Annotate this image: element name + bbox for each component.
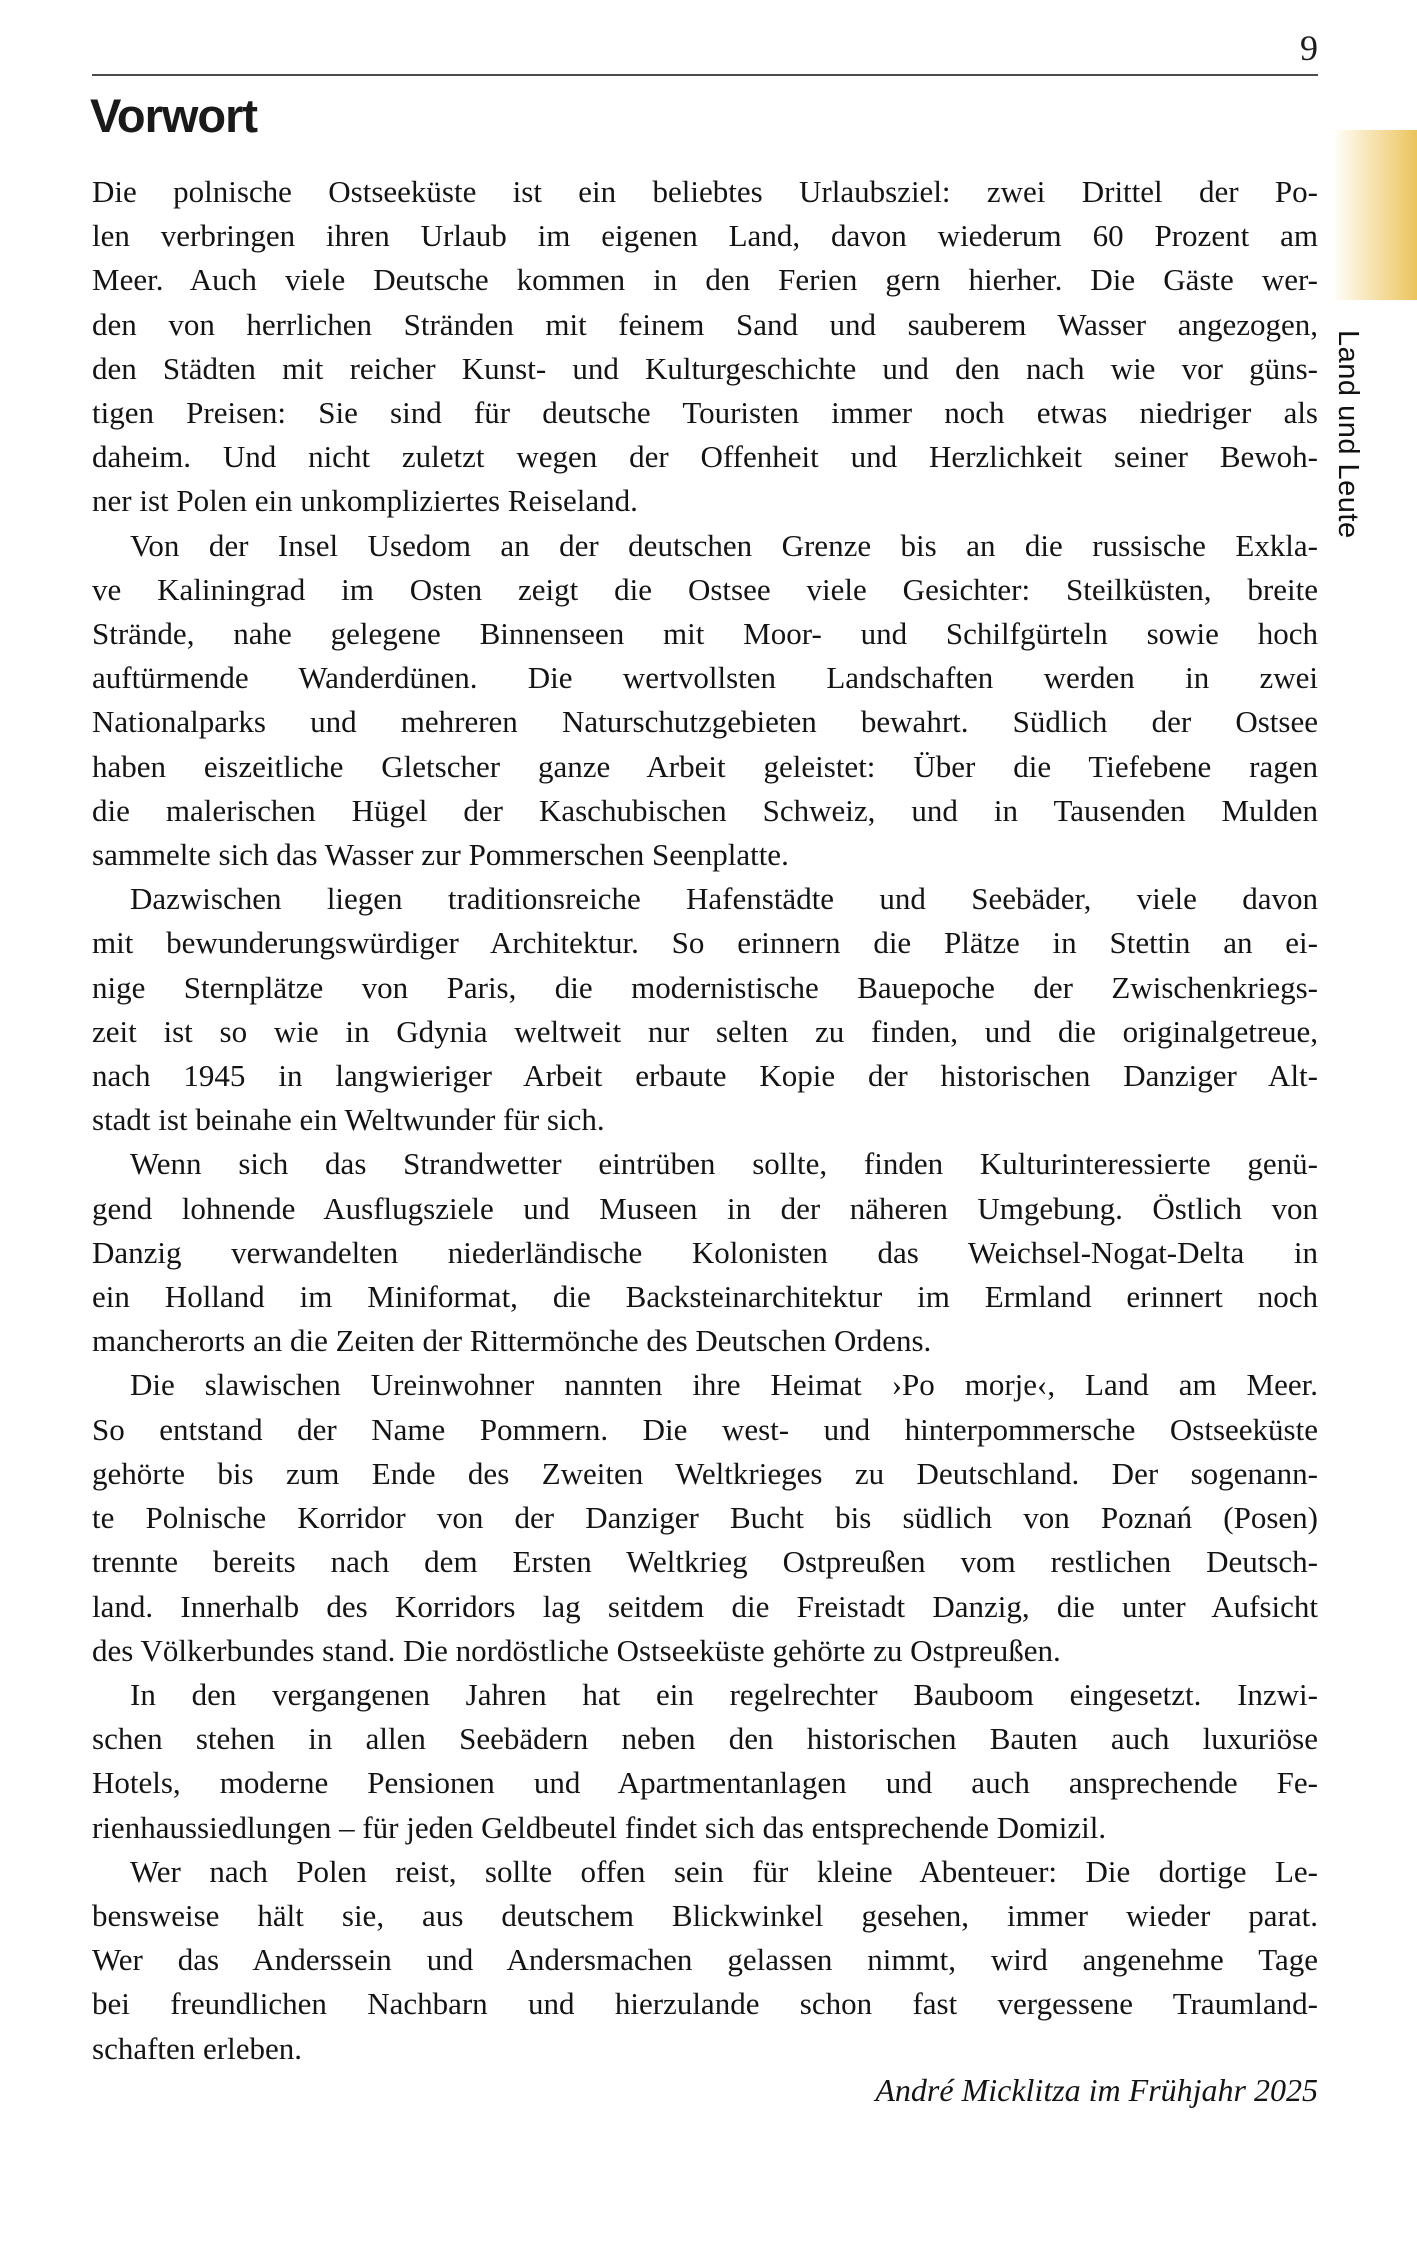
paragraph <box>92 1142 1318 1363</box>
text-line: Wenn sich das Strandwetter eintrüben sollte, finden Kulturinteressierte genü- <box>130 1146 1318 1182</box>
text-line: des Völkerbundes stand. Die nordöstliche Ostseeküste gehörte zu Ostpreußen. <box>92 1632 1061 1668</box>
text-line: Strände, nahe gelegene Binnenseen mit Moor- und Schilfgürteln sowie hoch <box>92 616 1318 652</box>
text-line: mit bewunderungswürdiger Architektur. So erinnern die Plätze in Stettin an ei- <box>92 925 1318 961</box>
text-line: Von der Insel Usedom an der deutschen Grenze bis an die russische Exkla- <box>130 527 1318 563</box>
text-line: Wer das Anderssein und Andersmachen gelassen nimmt, wird angenehme Tage <box>92 1942 1318 1978</box>
text-line: In den vergangenen Jahren hat ein regelrechter Bauboom eingesetzt. Inzwi- <box>130 1676 1318 1712</box>
text-line: tigen Preisen: Sie sind für deutsche Touristen immer noch etwas niedriger als <box>92 395 1318 431</box>
text-line: Danzig verwandelten niederländische Kolonisten das Weichsel-Nogat-Delta in <box>92 1234 1318 1270</box>
text-line: ve Kaliningrad im Osten zeigt die Ostsee viele Gesichter: Steilküsten, breite <box>92 571 1318 607</box>
text-line: ner ist Polen ein unkompliziertes Reiseland. <box>92 483 638 519</box>
text-line: zeit ist so wie in Gdynia weltweit nur selten zu finden, und die originalgetreue, <box>92 1013 1318 1049</box>
text-line: den Städten mit reicher Kunst- und Kulturgeschichte und den nach wie vor güns- <box>92 350 1318 386</box>
text-line: So entstand der Name Pommern. Die west- und hinterpommersche Ostseeküste <box>92 1411 1318 1447</box>
text-line: bensweise hält sie, aus deutschem Blickwinkel gesehen, immer wieder parat. <box>92 1897 1318 1933</box>
text-line: nach 1945 in langwieriger Arbeit erbaute Kopie der historischen Danziger Alt- <box>92 1058 1318 1094</box>
chapter-color-tab <box>1335 130 1417 300</box>
text-line: die malerischen Hügel der Kaschubischen Schweiz, und in Tausenden Mulden <box>92 792 1318 828</box>
text-line: Dazwischen liegen traditionsreiche Hafenstädte und Seebäder, viele davon <box>130 881 1318 917</box>
header-rule <box>92 74 1318 76</box>
text-line: bei freundlichen Nachbarn und hierzulande schon fast vergessene Traumland- <box>92 1986 1318 2022</box>
text-line: Wer nach Polen reist, sollte offen sein für kleine Abenteuer: Die dortige Le- <box>130 1853 1318 1889</box>
text-line: ein Holland im Miniformat, die Backsteinarchitektur im Ermland erinnert noch <box>92 1279 1318 1315</box>
chapter-tab-label: Land und Leute <box>1332 330 1364 539</box>
paragraph <box>92 1673 1318 1850</box>
text-line: len verbringen ihren Urlaub im eigenen Land, davon wiederum 60 Prozent am <box>92 218 1318 254</box>
text-line: mancherorts an die Zeiten der Rittermönche des Deutschen Ordens. <box>92 1323 932 1359</box>
text-line: daheim. Und nicht zuletzt wegen der Offenheit und Herzlichkeit seiner Bewoh- <box>92 439 1318 475</box>
paragraph <box>92 524 1318 878</box>
page-title: Vorwort <box>90 89 258 142</box>
text-line: schaften erleben. <box>92 2030 302 2066</box>
paragraph <box>92 1363 1318 1672</box>
page-number: 9 <box>1300 28 1318 68</box>
text-line: rienhaussiedlungen – für jeden Geldbeutel findet sich das entsprechende Domizil. <box>92 1809 1107 1845</box>
text-line: auftürmende Wanderdünen. Die wertvollsten Landschaften werden in zwei <box>92 660 1318 696</box>
text-line: schen stehen in allen Seebädern neben den historischen Bauten auch luxuriöse <box>92 1721 1318 1757</box>
text-line: nige Sternplätze von Paris, die modernistische Bauepoche der Zwischenkriegs- <box>92 969 1318 1005</box>
paragraph <box>92 170 1318 524</box>
text-line: Hotels, moderne Pensionen und Apartmentanlagen und auch ansprechende Fe- <box>92 1765 1318 1801</box>
paragraph <box>92 877 1318 1142</box>
text-line: sammelte sich das Wasser zur Pommerschen Seenplatte. <box>92 837 789 873</box>
text-line: trennte bereits nach dem Ersten Weltkrieg Ostpreußen vom restlichen Deutsch- <box>92 1544 1318 1580</box>
body-text <box>92 170 1318 2071</box>
text-line: stadt ist beinahe ein Weltwunder für sich. <box>92 1102 605 1138</box>
text-line: Nationalparks und mehreren Naturschutzgebieten bewahrt. Südlich der Ostsee <box>92 704 1318 740</box>
text-line: gehörte bis zum Ende des Zweiten Weltkrieges zu Deutschland. Der sogenann- <box>92 1455 1318 1491</box>
paragraph <box>92 1850 1318 2071</box>
text-line: Meer. Auch viele Deutsche kommen in den Ferien gern hierher. Die Gäste wer- <box>92 262 1318 298</box>
text-line: den von herrlichen Stränden mit feinem Sand und sauberem Wasser angezogen, <box>92 306 1318 342</box>
text-line: te Polnische Korridor von der Danziger Bucht bis südlich von Poznań (Posen) <box>92 1500 1318 1536</box>
text-line: land. Innerhalb des Korridors lag seitdem die Freistadt Danzig, die unter Aufsicht <box>92 1588 1318 1624</box>
text-line: gend lohnende Ausflugsziele und Museen in der näheren Umgebung. Östlich von <box>92 1190 1318 1226</box>
text-line: Die polnische Ostseeküste ist ein beliebtes Urlaubsziel: zwei Drittel der Po- <box>92 174 1318 209</box>
text-line: Die slawischen Ureinwohner nannten ihre Heimat ›Po morje‹, Land am Meer. <box>130 1367 1318 1403</box>
author-signature: André Micklitza im Frühjahr 2025 <box>875 2072 1318 2108</box>
text-line: haben eiszeitliche Gletscher ganze Arbeit geleistet: Über die Tiefebene ragen <box>92 748 1318 784</box>
